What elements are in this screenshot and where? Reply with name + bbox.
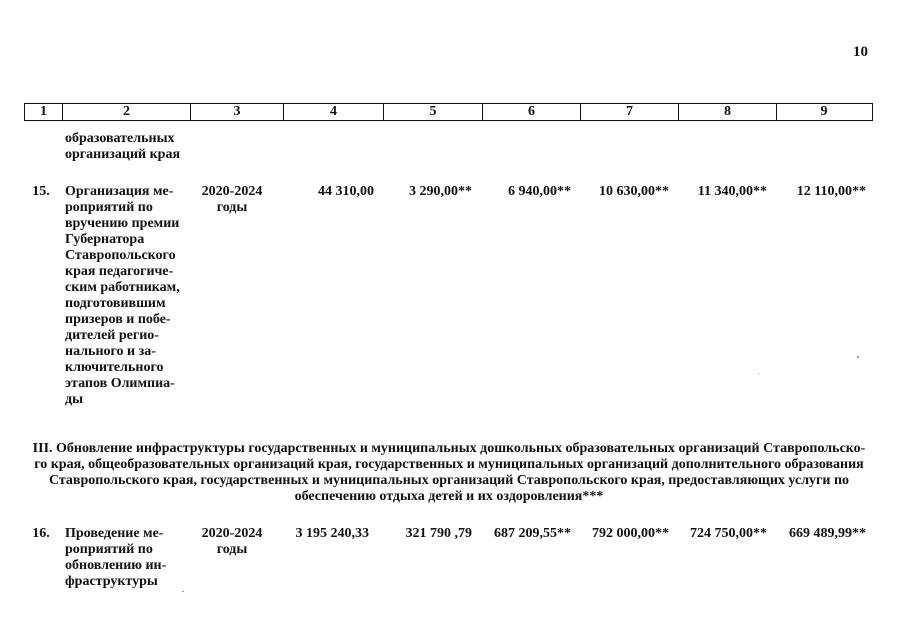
row-15-name-line: ды [65,392,84,407]
row-15-name-line: роприятий по [65,200,153,215]
row-16-2024: 669 489,99** [789,526,866,541]
row-15-name-line: вручению премии [65,216,180,231]
section-3-line: III. Обновление инфраструктуры государственных и муниципальных дошкольных образовательных организаций Ставропольско- [32,441,866,456]
row-16-period-unit: годы [216,542,248,557]
header-col-1: 1 [40,104,47,119]
row-15-name [65,184,183,408]
row-16-name-line: роприятий по [65,542,153,557]
page-number: 10 [853,44,868,60]
row-16-period [191,526,273,558]
row-15-name-line: Организация ме- [65,184,174,199]
row-15-2021: 6 940,00** [508,184,571,199]
row-15-period [191,184,273,216]
row-16-2020: 321 790 ,79 [405,526,472,541]
header-col-7: 7 [580,104,678,120]
row-16-name-line: фраструктуры [65,574,158,589]
header-col-8: 8 [678,104,776,120]
scan-speck [857,356,859,358]
header-col-5: 5 [383,104,482,120]
row-15-name-line: дителей регио- [65,328,159,343]
row-16-name-line: обновлению ин- [65,558,167,573]
continuation-text: образовательных организаций края [65,131,181,162]
row-15-name-line: Ставропольского [65,248,176,263]
header-col-9: 9 [776,104,871,120]
row-16-name [65,526,183,590]
row-16-name-line: Проведение ме- [65,526,164,541]
row-16-2021: 687 209,55** [494,526,571,541]
scan-speck [758,373,759,374]
row-15-period-years: 2020-2024 [201,184,263,199]
header-col-3: 3 [190,104,283,120]
row-16-period-years: 2020-2024 [201,526,263,541]
section-3-heading [28,441,870,505]
row-16-number: 16. [32,526,50,541]
row-15-name-line: призеров и побе- [65,312,171,327]
row-16-total: 3 195 240,33 [295,526,369,541]
header-col-6: 6 [482,104,580,120]
scan-speck [182,591,184,592]
row-16-2022: 792 000,00** [592,526,669,541]
row-15-name-line: края педагогиче- [65,264,174,279]
table-header [24,103,873,121]
row-15-number: 15. [32,184,50,199]
row-15-total: 44 310,00 [318,184,374,199]
row-15-2024: 12 110,00** [796,184,866,199]
row-15-period-unit: годы [216,200,248,215]
row-15-name-line: ключительного [65,360,164,375]
section-3-line: обеспечению отдыха детей и их оздоровления*** [294,489,604,504]
section-3-line: го края, общеобразовательных организаций края, государственных и муниципальных организаций дополнительного образования [34,457,864,472]
row-15-name-line: Губернатора [65,232,145,247]
row-15-2022: 10 630,00** [599,184,669,199]
row-15-2023: 11 340,00** [697,184,767,199]
header-col-4: 4 [283,104,383,120]
row-16-2023: 724 750,00** [690,526,767,541]
row-15-2020: 3 290,00** [409,184,472,199]
header-col-2: 2 [62,104,190,120]
section-3-line: Ставропольского края, государственных и муниципальных организаций Ставропольского края, предоставляющих услуги по [48,473,850,488]
row-15-name-line: ским работникам, [65,280,180,295]
row-15-name-line: подготовившим [65,296,166,311]
row-15-name-line: нального и за- [65,344,156,359]
row-15-name-line: этапов Олимпиа- [65,376,175,391]
